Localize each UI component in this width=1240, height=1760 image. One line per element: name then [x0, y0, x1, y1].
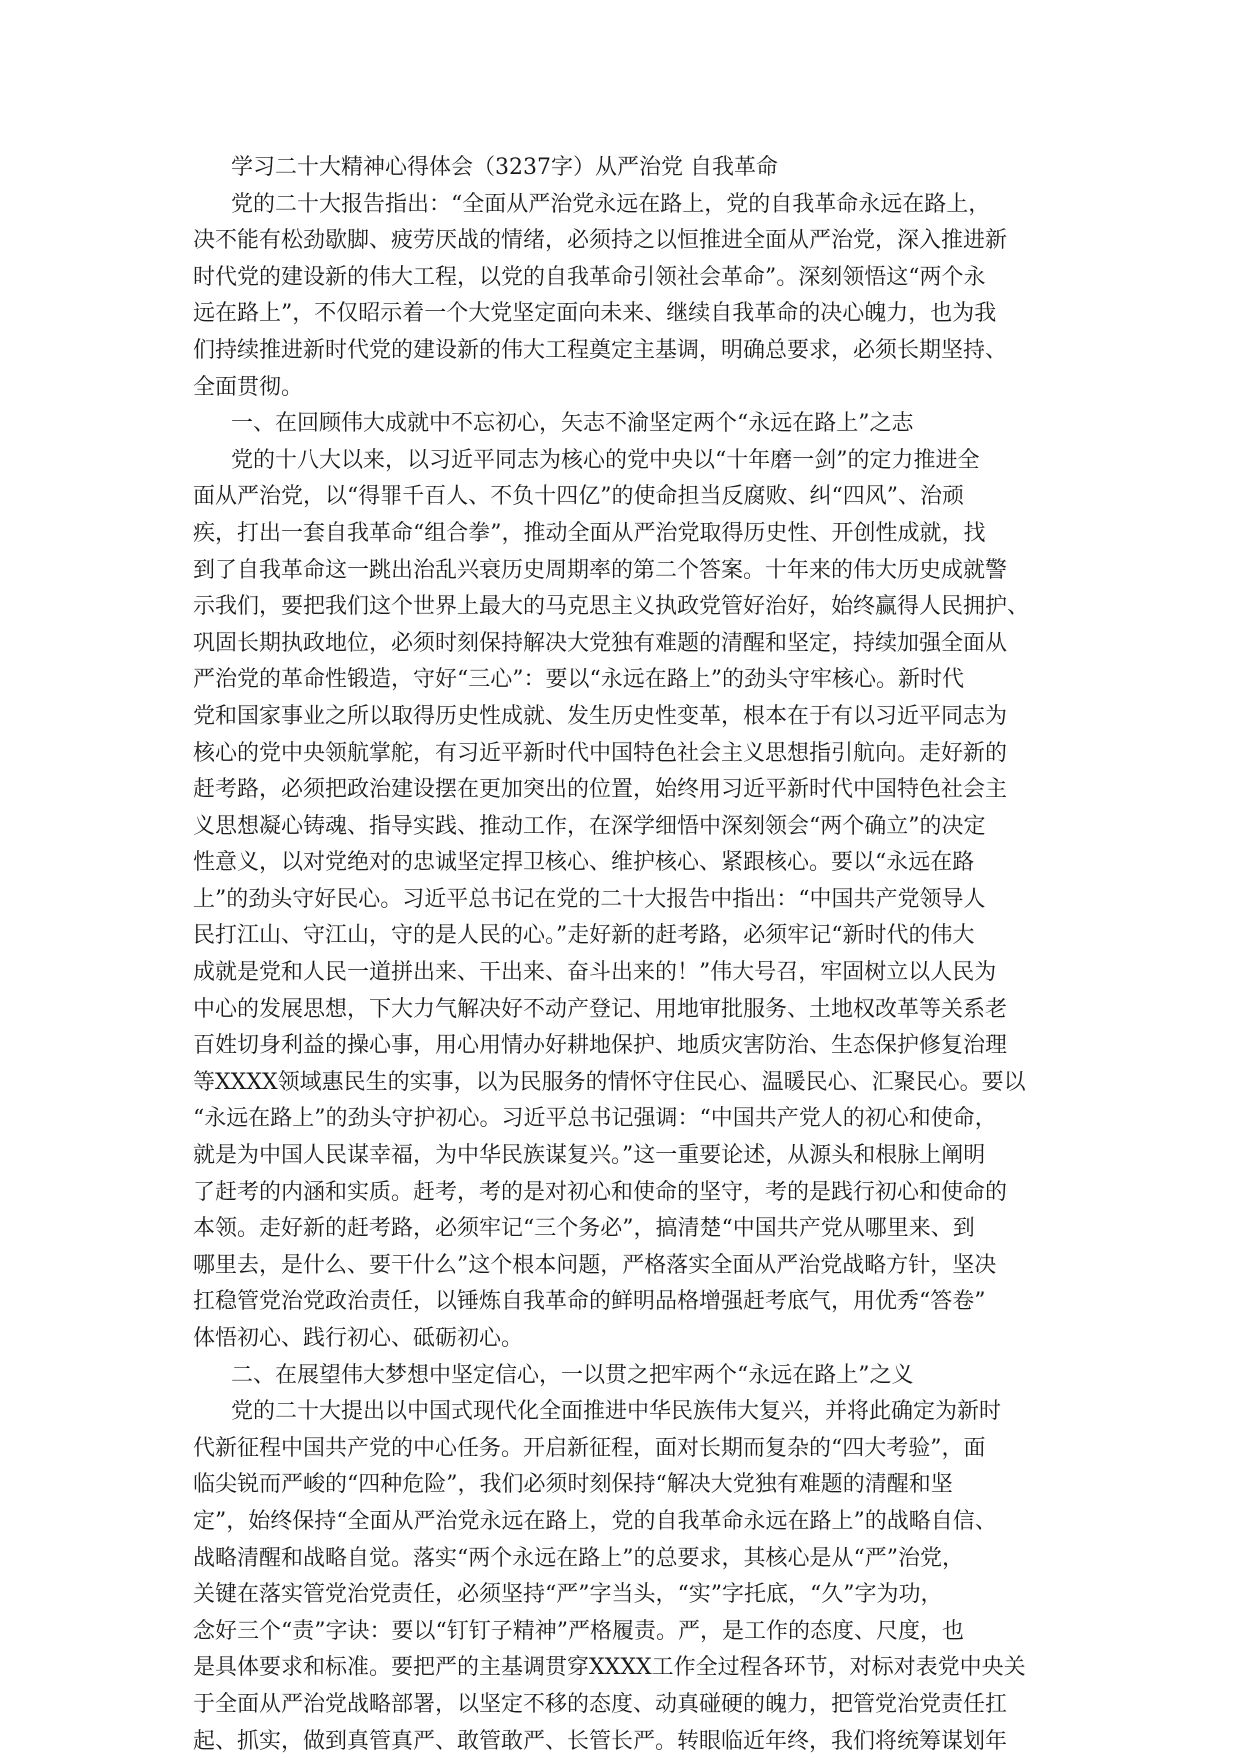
- text-line: 党的二十大提出以中国式现代化全面推进中华民族伟大复兴，并将此确定为新时: [231, 1399, 1002, 1425]
- document-body: [193, 150, 1055, 1760]
- text-line: 二、在展望伟大梦想中坚定信心，一以贯之把牢两个“永远在路上”之义: [231, 1362, 914, 1388]
- text-line: 决不能有松劲歇脚、疲劳厌战的情绪，必须持之以恒推进全面从严治党，深入推进新: [193, 228, 1008, 254]
- text-line: 到了自我革命这一跳出治乱兴衰历史周期率的第二个答案。十年来的伟大历史成就警: [193, 557, 1008, 583]
- text-line: 是具体要求和标准。要把严的主基调贯穿XXXX工作全过程各环节，对标对表党中央关: [193, 1655, 1026, 1681]
- text-line: 们持续推进新时代党的建设新的伟大工程奠定主基调，明确总要求，必须长期坚持、: [193, 337, 1008, 363]
- text-line: 党的二十大报告指出：“全面从严治党永远在路上，党的自我革命永远在路上，: [231, 191, 991, 217]
- text-line: 疾，打出一套自我革命“组合拳”，推动全面从严治党取得历史性、开创性成就，找: [193, 520, 986, 546]
- text-line: 党和国家事业之所以取得历史性成就、发生历史性变革，根本在于有以习近平同志为: [193, 703, 1008, 729]
- text-line: 临尖锐而严峻的“四种危险”，我们必须时刻保持“解决大党独有难题的清醒和坚: [193, 1472, 953, 1498]
- text-line: 起、抓实，做到真管真严、敢管敢严、长管长严。转眼临近年终，我们将统筹谋划年: [193, 1728, 1008, 1754]
- text-line: 关键在落实管党治党责任，必须坚持“严”字当头，“实”字托底，“久”字为功，: [193, 1582, 943, 1608]
- text-line: 战略清醒和战略自觉。落实“两个永远在路上”的总要求，其核心是从“严”治党，: [193, 1545, 964, 1571]
- document-title: 学习二十大精神心得体会（3237字）从严治党 自我革命: [231, 155, 778, 180]
- text-line: 于全面从严治党战略部署，以坚定不移的态度、动真碰硬的魄力，把管党治党责任扛: [193, 1691, 1008, 1717]
- text-line: 体悟初心、践行初心、砥砺初心。: [193, 1326, 524, 1351]
- text-line: 代新征程中国共产党的中心任务。开启新征程，面对长期而复杂的“四大考验”，面: [193, 1435, 986, 1461]
- text-line: 了赶考的内涵和实质。赶考，考的是对初心和使命的坚守，考的是践行初心和使命的: [193, 1179, 1008, 1205]
- text-line: 严治党的革命性锻造，守好“三心”：要以“永远在路上”的劲头守牢核心。新时代: [193, 667, 964, 693]
- text-line: 上”的劲头守好民心。习近平总书记在党的二十大报告中指出：“中国共产党领导人: [193, 886, 986, 912]
- text-line: 面从严治党，以“得罪千百人、不负十四亿”的使命担当反腐败、纠“四风”、治顽: [193, 484, 964, 510]
- text-line: 百姓切身利益的操心事，用心用情办好耕地保护、地质灾害防治、生态保护修复治理: [193, 1033, 1008, 1059]
- text-line: 时代党的建设新的伟大工程，以党的自我革命引领社会革命”。深刻领悟这“两个永: [193, 264, 986, 290]
- text-line: 示我们，要把我们这个世界上最大的马克思主义执政党管好治好，始终赢得人民拥护、: [193, 594, 1030, 620]
- text-line: 一、在回顾伟大成就中不忘初心，矢志不渝坚定两个“永远在路上”之志: [231, 411, 914, 437]
- text-line: 核心的党中央领航掌舵，有习近平新时代中国特色社会主义思想指引航向。走好新的: [193, 740, 1008, 766]
- text-line: 哪里去，是什么、要干什么”这个根本问题，严格落实全面从严治党战略方针，坚决: [193, 1252, 997, 1278]
- text-line: 全面贯彻。: [193, 374, 304, 400]
- text-line: 本领。走好新的赶考路，必须牢记“三个务必”，搞清楚“中国共产党从哪里来、到: [193, 1216, 975, 1242]
- text-line: 党的十八大以来，以习近平同志为核心的党中央以“十年磨一剑”的定力推进全: [231, 447, 980, 473]
- text-line: 远在路上”，不仅昭示着一个大党坚定面向未来、继续自我革命的决心魄力，也为我: [193, 301, 997, 327]
- text-line: 义思想凝心铸魂、指导实践、推动工作，在深学细悟中深刻领会“两个确立”的决定: [193, 813, 986, 839]
- text-line: 等XXXX领域惠民生的实事，以为民服务的情怀守住民心、温暖民心、汇聚民心。要以: [193, 1069, 1026, 1095]
- text-line: “永远在路上”的劲头守护初心。习近平总书记强调：“中国共产党人的初心和使命，: [193, 1106, 997, 1132]
- text-line: 中心的发展思想，下大力气解决好不动产登记、用地审批服务、土地权改革等关系老: [193, 996, 1008, 1022]
- text-line: 念好三个“责”字诀：要以“钉钉子精神”严格履责。严，是工作的态度、尺度，也: [193, 1618, 964, 1644]
- text-line: 赶考路，必须把政治建设摆在更加突出的位置，始终用习近平新时代中国特色社会主: [193, 777, 1008, 803]
- text-line: 巩固长期执政地位，必须时刻保持解决大党独有难题的清醒和坚定，持续加强全面从: [193, 630, 1008, 656]
- text-line: 定”，始终保持“全面从严治党永远在路上，党的自我革命永远在路上”的战略自信、: [193, 1508, 997, 1534]
- text-line: 成就是党和人民一道拼出来、干出来、奋斗出来的！”伟大号召，牢固树立以人民为: [193, 960, 997, 986]
- text-line: 就是为中国人民谋幸福，为中华民族谋复兴。”这一重要论述，从源头和根脉上阐明: [193, 1143, 986, 1169]
- text-line: 性意义，以对党绝对的忠诚坚定捍卫核心、维护核心、紧跟核心。要以“永远在路: [193, 850, 975, 876]
- text-line: 扛稳管党治党政治责任，以锤炼自我革命的鲜明品格增强赶考底气，用优秀“答卷”: [193, 1289, 986, 1315]
- text-line: 民打江山、守江山，守的是人民的心。”走好新的赶考路，必须牢记“新时代的伟大: [193, 923, 975, 949]
